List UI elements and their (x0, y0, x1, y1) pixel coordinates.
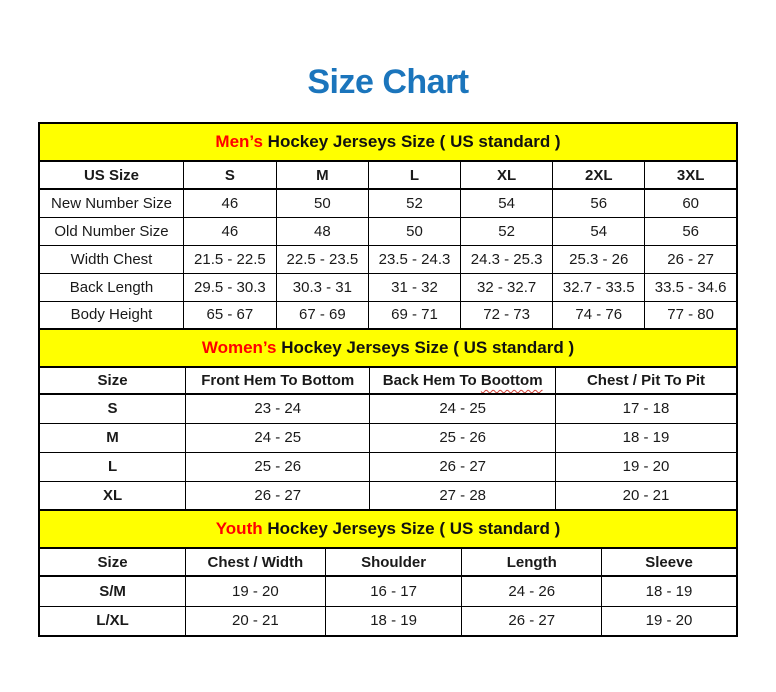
womens-size-table (38, 366, 738, 511)
youth-section-highlight: Youth (215, 519, 263, 538)
size-value-cell: 19 - 20 (602, 606, 737, 636)
row-label: Width Chest (39, 245, 183, 273)
size-value-cell: 77 - 80 (645, 301, 737, 329)
column-header: M (276, 161, 368, 189)
row-label: M (39, 423, 186, 452)
size-value-cell: 18 - 19 (602, 576, 737, 606)
table-row (39, 245, 737, 273)
size-value-cell: 65 - 67 (183, 301, 276, 329)
size-value-cell: 46 (183, 217, 276, 245)
size-value-cell: 26 - 27 (370, 452, 556, 481)
column-header: Size (39, 548, 186, 576)
size-value-cell: 22.5 - 23.5 (276, 245, 368, 273)
table-row (39, 481, 737, 510)
size-value-cell: 21.5 - 22.5 (183, 245, 276, 273)
mens-size-table (38, 160, 738, 330)
column-header: Back Hem To Boottom (370, 367, 556, 394)
mens-section (38, 122, 738, 330)
womens-section-title: Hockey Jerseys Size ( US standard ) (276, 338, 575, 357)
womens-section-highlight: Women’s (201, 338, 277, 357)
column-header: Shoulder (325, 548, 462, 576)
page-title: Size Chart (307, 63, 469, 101)
size-value-cell: 31 - 32 (368, 273, 460, 301)
youth-size-table (38, 547, 738, 637)
size-value-cell: 24 - 25 (370, 394, 556, 423)
table-row (39, 606, 737, 636)
size-value-cell: 56 (553, 189, 645, 217)
column-header: Sleeve (602, 548, 737, 576)
table-row (39, 423, 737, 452)
column-header: Size (39, 367, 186, 394)
mens-section-header (38, 122, 738, 162)
size-value-cell: 25 - 26 (186, 452, 370, 481)
size-chart-tables (38, 122, 738, 637)
row-label: S (39, 394, 186, 423)
mens-section-highlight: Men’s (215, 132, 263, 151)
size-value-cell: 17 - 18 (556, 394, 738, 423)
row-label: L (39, 452, 186, 481)
size-value-cell: 48 (276, 217, 368, 245)
table-row (39, 217, 737, 245)
youth-section (38, 509, 738, 637)
size-value-cell: 46 (183, 189, 276, 217)
column-header: Front Hem To Bottom (186, 367, 370, 394)
table-row (39, 301, 737, 329)
size-value-cell: 32.7 - 33.5 (553, 273, 645, 301)
table-row (39, 452, 737, 481)
womens-section-header (38, 328, 738, 368)
size-value-cell: 50 (368, 217, 460, 245)
size-value-cell: 23.5 - 24.3 (368, 245, 460, 273)
row-label: Back Length (39, 273, 183, 301)
size-value-cell: 69 - 71 (368, 301, 460, 329)
size-value-cell: 18 - 19 (325, 606, 462, 636)
size-value-cell: 18 - 19 (556, 423, 738, 452)
size-value-cell: 52 (461, 217, 553, 245)
row-label: Body Height (39, 301, 183, 329)
size-value-cell: 33.5 - 34.6 (645, 273, 737, 301)
size-value-cell: 27 - 28 (370, 481, 556, 510)
size-value-cell: 52 (368, 189, 460, 217)
mens-header-row (39, 161, 737, 189)
size-value-cell: 54 (553, 217, 645, 245)
youth-section-title: Hockey Jerseys Size ( US standard ) (262, 519, 561, 538)
table-row (39, 189, 737, 217)
row-label: XL (39, 481, 186, 510)
column-header: Chest / Width (186, 548, 326, 576)
size-value-cell: 25.3 - 26 (553, 245, 645, 273)
mens-section-title: Hockey Jerseys Size ( US standard ) (262, 132, 561, 151)
column-header: XL (461, 161, 553, 189)
size-value-cell: 74 - 76 (553, 301, 645, 329)
size-value-cell: 56 (645, 217, 737, 245)
size-value-cell: 32 - 32.7 (461, 273, 553, 301)
row-label: Old Number Size (39, 217, 183, 245)
womens-section (38, 328, 738, 511)
size-value-cell: 67 - 69 (276, 301, 368, 329)
size-value-cell: 54 (461, 189, 553, 217)
size-value-cell: 60 (645, 189, 737, 217)
size-value-cell: 23 - 24 (186, 394, 370, 423)
size-value-cell: 30.3 - 31 (276, 273, 368, 301)
size-value-cell: 26 - 27 (186, 481, 370, 510)
column-header: US Size (39, 161, 183, 189)
column-header: Length (462, 548, 602, 576)
size-value-cell: 20 - 21 (556, 481, 738, 510)
misspelled-word: Boottom (480, 372, 543, 389)
youth-section-header (38, 509, 738, 549)
size-value-cell: 24 - 26 (462, 576, 602, 606)
size-value-cell: 20 - 21 (186, 606, 326, 636)
row-label: New Number Size (39, 189, 183, 217)
table-row (39, 394, 737, 423)
size-value-cell: 29.5 - 30.3 (183, 273, 276, 301)
row-label: S/M (39, 576, 186, 606)
column-header: L (368, 161, 460, 189)
size-value-cell: 25 - 26 (370, 423, 556, 452)
size-value-cell: 50 (276, 189, 368, 217)
size-value-cell: 72 - 73 (461, 301, 553, 329)
size-value-cell: 26 - 27 (645, 245, 737, 273)
size-value-cell: 24.3 - 25.3 (461, 245, 553, 273)
size-value-cell: 16 - 17 (325, 576, 462, 606)
column-header: Chest / Pit To Pit (556, 367, 738, 394)
womens-header-row (39, 367, 737, 394)
column-header: 2XL (553, 161, 645, 189)
size-value-cell: 19 - 20 (556, 452, 738, 481)
column-header: S (183, 161, 276, 189)
size-value-cell: 24 - 25 (186, 423, 370, 452)
youth-header-row (39, 548, 737, 576)
size-value-cell: 19 - 20 (186, 576, 326, 606)
row-label: L/XL (39, 606, 186, 636)
size-value-cell: 26 - 27 (462, 606, 602, 636)
table-row (39, 576, 737, 606)
column-header: 3XL (645, 161, 737, 189)
table-row (39, 273, 737, 301)
